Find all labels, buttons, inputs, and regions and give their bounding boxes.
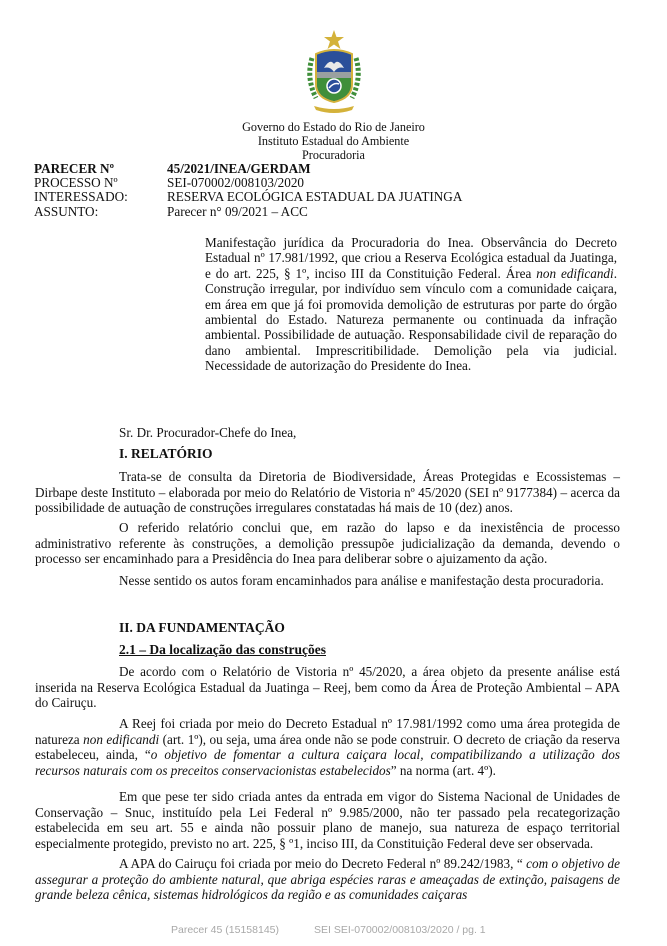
paragraph: De acordo com o Relatório de Vistoria nº 45/2020, a área objeto da presente análise está inserida na Reserva Ecológica Estadual da Juatinga – Reej, bem como da Área de Proteção Ambiental – APA do Cairuçu. xyxy=(35,664,620,711)
section-heading-relatorio: I. RELATÓRIO xyxy=(119,446,213,461)
salutation: Sr. Dr. Procurador-Chefe do Inea, xyxy=(119,425,297,440)
meta-label: ASSUNTO: xyxy=(34,203,99,219)
italic-quote: o objetivo de fomentar a cultura caiçara local, compatibilizando a utilização dos recursos naturais com os preceitos conservacionistas estabelecidos xyxy=(35,747,620,778)
meta-row-processo xyxy=(34,176,462,190)
paragraph-text: A APA do Cairuçu foi criada por meio do Decreto Federal nº 89.242/1983, “ xyxy=(119,856,527,871)
footer-doc-ref: Parecer 45 (15158145) xyxy=(171,924,279,936)
paragraph: Nesse sentido os autos foram encaminhados para análise e manifestação desta procuradoria. xyxy=(119,573,604,588)
paragraph xyxy=(35,856,620,903)
org-department-line: Procuradoria xyxy=(302,148,365,162)
assunto-value: Parecer n° 09/2021 – ACC xyxy=(167,203,308,219)
ementa-summary xyxy=(205,235,617,374)
footer-page-ref: SEI SEI-070002/008103/2020 / pg. 1 xyxy=(314,924,486,936)
coat-of-arms-icon xyxy=(302,28,366,114)
paragraph-text: (art. 1º), ou seja, uma área onde não se pode construir. O decreto de criação da reserva estabeleceu, ainda, “ xyxy=(35,731,620,763)
paragraph xyxy=(35,716,620,778)
paragraph-text: ” na norma (art. 4º). xyxy=(390,762,496,778)
section-heading-fundamentacao: II. DA FUNDAMENTAÇÃO xyxy=(119,620,285,635)
ementa-text: . Construção irregular, por indivíduo sem vínculo com a comunidade caiçara, em área em que já foi promovida demolição de estruturas por parte do órgão ambiental do Estado. Natureza permanente ou continuada da infração ambiental. Possibilidade de autuação. Responsabilidade civil de reparação do dano ambiental. Imprescritibilidade. Demolição pela via judicial. Necessidade de autorização do Presidente do Inea. xyxy=(205,265,617,374)
meta-label: PROCESSO Nº xyxy=(34,175,118,191)
parecer-number: 45/2021/INEA/GERDAM xyxy=(167,161,311,176)
document-metadata xyxy=(34,162,462,219)
ementa-italic-term: non edificandi xyxy=(536,265,614,281)
italic-term: non edificandi xyxy=(83,731,160,747)
paragraph: Trata-se de consulta da Diretoria de Biodiversidade, Áreas Protegidas e Ecossistemas – Dirbape deste Instituto – elaborada por meio do Relatório de Vistoria nº 45/2020 (SEI nº 9177384) – acerca da possibilidade de autuação de construções irregulares constatadas há mais de 10 (dez) anos. xyxy=(35,469,620,516)
paragraph: O referido relatório conclui que, em razão do lapso e da inexistência de processo administrativo referente às construções, a demolição pressupõe judicialização da demanda, devendo o processo ser encaminhado para a Presidência do Inea para deliberar sobre o ajuizamento da ação. xyxy=(35,520,620,567)
org-government-line: Governo do Estado do Rio de Janeiro xyxy=(242,120,425,134)
meta-label: PARECER Nº xyxy=(34,161,114,176)
meta-row-interessado xyxy=(34,190,462,204)
subsection-heading: 2.1 – Da localização das construções xyxy=(119,642,326,657)
italic-quote: com o objetivo de assegurar a proteção do ambiente natural, que abriga espécies raras e ameaçadas de extinção, paisagens de grande beleza cênica, sistemas hidrológicos da região e as comunidades caiçaras xyxy=(35,856,620,903)
meta-label: INTERESSADO: xyxy=(34,189,128,205)
meta-row-parecer xyxy=(34,162,462,176)
processo-number: SEI-070002/008103/2020 xyxy=(167,175,305,191)
org-institute-line: Instituto Estadual do Ambiente xyxy=(257,134,410,148)
ementa-text: Manifestação jurídica da Procuradoria do Inea. Observância do Decreto Estadual nº 17.981/1992, que criou a Reserva Ecológica estadual da Juatinga, e do art. 225, § 1º, inciso III da Constituição Federal. Área xyxy=(205,235,617,281)
interessado-value: RESERVA ECOLÓGICA ESTADUAL DA JUATINGA xyxy=(167,189,463,205)
meta-row-assunto xyxy=(34,205,462,219)
paragraph: Em que pese ter sido criada antes da entrada em vigor do Sistema Nacional de Unidades de Conservação – Snuc, instituído pela Lei Federal nº 9.985/2000, não ter passado pela recategorização estabelecida em seu art. 55 e ainda não possuir plano de manejo, sua natureza de espaço territorial especialmente protegido, previsto no art. 225, § º1, inciso III, da Constituição Federal deve ser observada. xyxy=(35,789,620,851)
paragraph-text: A Reej foi criada por meio do Decreto Estadual nº 17.981/1992 como uma área protegida de natureza xyxy=(35,716,620,747)
